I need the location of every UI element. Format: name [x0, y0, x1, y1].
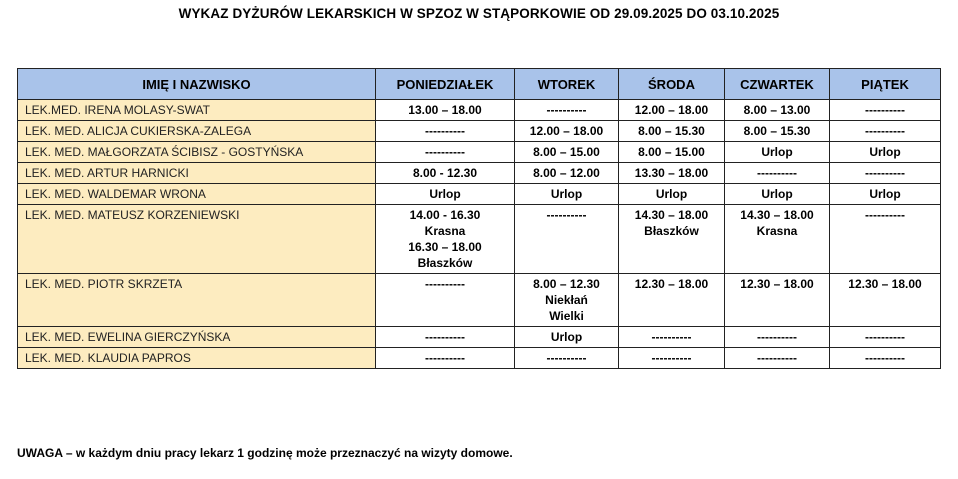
schedule-cell-wednesday: 8.00 – 15.00: [619, 142, 725, 163]
schedule-cell-monday: 13.00 – 18.00: [376, 100, 515, 121]
page-title: WYKAZ DYŻURÓW LEKARSKICH W SPZOZ W STĄPORKOWIE OD 29.09.2025 DO 03.10.2025: [178, 6, 780, 21]
schedule-cell-tuesday: ----------: [515, 100, 619, 121]
header-row: [18, 69, 941, 100]
table-row: [18, 348, 941, 369]
schedule-cell-monday: ----------: [376, 348, 515, 369]
schedule-cell-friday: ----------: [830, 163, 941, 184]
schedule-cell-thursday: ----------: [725, 348, 830, 369]
schedule-cell-tuesday: ----------: [515, 205, 619, 274]
schedule-cell-friday: Urlop: [830, 142, 941, 163]
table-row: [18, 327, 941, 348]
schedule-cell-friday: 12.30 – 18.00: [830, 274, 941, 327]
schedule-cell-tuesday: 12.00 – 18.00: [515, 121, 619, 142]
table-row: [18, 184, 941, 205]
schedule-cell-monday: Urlop: [376, 184, 515, 205]
doctor-name: LEK. MED. KLAUDIA PAPROS: [18, 348, 376, 369]
doctor-name: LEK. MED. EWELINA GIERCZYŃSKA: [18, 327, 376, 348]
schedule-cell-thursday: 12.30 – 18.00: [725, 274, 830, 327]
doctor-name: LEK. MED. MATEUSZ KORZENIEWSKI: [18, 205, 376, 274]
schedule-cell-wednesday: 14.30 – 18.00 Błaszków: [619, 205, 725, 274]
schedule-cell-wednesday: 13.30 – 18.00: [619, 163, 725, 184]
schedule-table: [17, 68, 941, 369]
schedule-cell-wednesday: 12.30 – 18.00: [619, 274, 725, 327]
header-thursday: CZWARTEK: [725, 69, 830, 100]
schedule-cell-friday: ----------: [830, 100, 941, 121]
schedule-cell-thursday: ----------: [725, 163, 830, 184]
table-row: [18, 142, 941, 163]
schedule-cell-monday: ----------: [376, 274, 515, 327]
doctor-name: LEK. MED. MAŁGORZATA ŚCIBISZ - GOSTYŃSKA: [18, 142, 376, 163]
schedule-cell-tuesday: 8.00 – 15.00: [515, 142, 619, 163]
doctor-name: LEK.MED. IRENA MOLASY-SWAT: [18, 100, 376, 121]
header-monday: PONIEDZIAŁEK: [376, 69, 515, 100]
schedule-cell-thursday: 8.00 – 13.00: [725, 100, 830, 121]
schedule-cell-friday: Urlop: [830, 184, 941, 205]
schedule-cell-monday: ----------: [376, 121, 515, 142]
schedule-cell-thursday: ----------: [725, 327, 830, 348]
schedule-cell-tuesday: Urlop: [515, 327, 619, 348]
schedule-cell-friday: ----------: [830, 121, 941, 142]
schedule-cell-tuesday: 8.00 – 12.00: [515, 163, 619, 184]
schedule-cell-thursday: Urlop: [725, 184, 830, 205]
schedule-cell-wednesday: ----------: [619, 348, 725, 369]
schedule-cell-wednesday: Urlop: [619, 184, 725, 205]
schedule-cell-thursday: 14.30 – 18.00 Krasna: [725, 205, 830, 274]
schedule-cell-wednesday: 8.00 – 15.30: [619, 121, 725, 142]
schedule-cell-friday: ----------: [830, 348, 941, 369]
header-friday: PIĄTEK: [830, 69, 941, 100]
header-wednesday: ŚRODA: [619, 69, 725, 100]
schedule-cell-thursday: 8.00 – 15.30: [725, 121, 830, 142]
schedule-cell-monday: ----------: [376, 327, 515, 348]
schedule-cell-friday: ----------: [830, 327, 941, 348]
schedule-cell-friday: ----------: [830, 205, 941, 274]
header-name: IMIĘ I NAZWISKO: [18, 69, 376, 100]
schedule-cell-tuesday: ----------: [515, 348, 619, 369]
schedule-cell-wednesday: 12.00 – 18.00: [619, 100, 725, 121]
schedule-cell-thursday: Urlop: [725, 142, 830, 163]
table-row: [18, 100, 941, 121]
table-row: [18, 274, 941, 327]
doctor-name: LEK. MED. PIOTR SKRZETA: [18, 274, 376, 327]
footer-note: UWAGA – w każdym dniu pracy lekarz 1 godzinę może przeznaczyć na wizyty domowe.: [17, 446, 513, 460]
schedule-cell-monday: ----------: [376, 142, 515, 163]
schedule-cell-tuesday: 8.00 – 12.30 Niekłań Wielki: [515, 274, 619, 327]
table-row: [18, 163, 941, 184]
header-tuesday: WTOREK: [515, 69, 619, 100]
table-row: [18, 205, 941, 274]
schedule-cell-wednesday: ----------: [619, 327, 725, 348]
schedule-cell-monday: 14.00 - 16.30 Krasna 16.30 – 18.00 Błaszków: [376, 205, 515, 274]
doctor-name: LEK. MED. ARTUR HARNICKI: [18, 163, 376, 184]
table-row: [18, 121, 941, 142]
doctor-name: LEK. MED. WALDEMAR WRONA: [18, 184, 376, 205]
doctor-name: LEK. MED. ALICJA CUKIERSKA-ZALEGA: [18, 121, 376, 142]
schedule-cell-monday: 8.00 - 12.30: [376, 163, 515, 184]
schedule-cell-tuesday: Urlop: [515, 184, 619, 205]
